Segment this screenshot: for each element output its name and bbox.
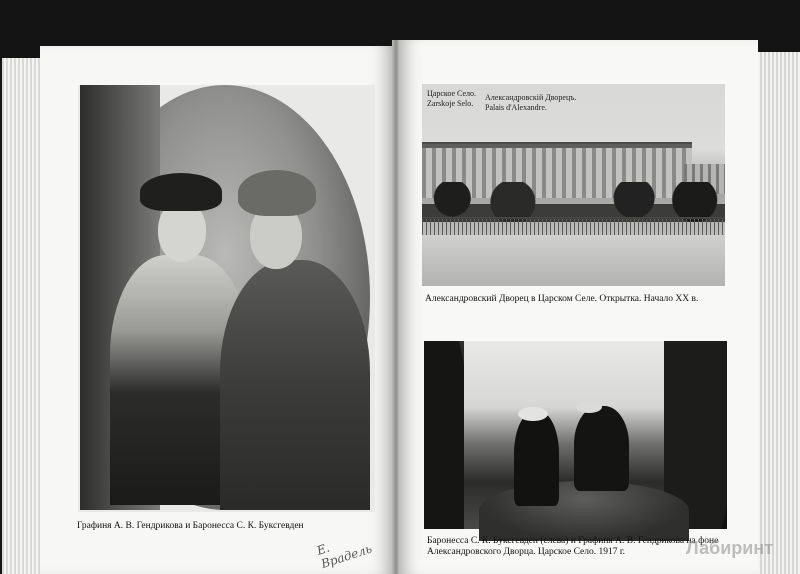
oval-portrait-frame	[80, 85, 370, 510]
portrait-caption: Графиня А. В. Гендрикова и Баронесса С. К. Буксгевден	[77, 521, 304, 531]
postcard-text-de-place: Zarskoje Selo.	[427, 99, 474, 108]
postcard-text-ru-place: Царское Село.	[427, 89, 476, 98]
postcard-text-ru-palace: Александровскій Дворецъ.	[485, 93, 577, 102]
iron-fence	[422, 217, 725, 237]
postcard-caption: Александровский Дворец в Царском Селе. Открытка. Начало XX в.	[425, 294, 699, 304]
postcard-text-fr-palace: Palais d'Alexandre.	[485, 103, 547, 112]
woman-right-body	[220, 260, 370, 510]
book-gutter	[392, 40, 400, 574]
page-edges-left	[2, 58, 42, 574]
page-edges-right	[758, 52, 800, 574]
tree-left	[424, 341, 464, 529]
outdoor-photo-caption: Баронесса С. К. Буксгевден (слева) и Графиня А. В. Гендрикова на фоне Александровского Дворца. Царское Село. 1917 г.	[427, 536, 719, 557]
tree-line	[422, 182, 725, 222]
women-on-rock-photo	[424, 341, 727, 529]
woman-right-hat	[238, 170, 316, 216]
woman-left-white-hat	[518, 407, 548, 421]
woman-left-hat	[140, 173, 222, 211]
woman-left-figure	[514, 411, 559, 506]
palace-postcard-photo	[422, 84, 725, 286]
handwritten-signature: Е. Врадель	[315, 540, 374, 572]
woman-right-white-hat	[576, 401, 602, 413]
parade-ground	[422, 235, 725, 286]
labirint-watermark: Лабиринт	[686, 538, 774, 558]
woman-right-figure	[574, 406, 629, 491]
